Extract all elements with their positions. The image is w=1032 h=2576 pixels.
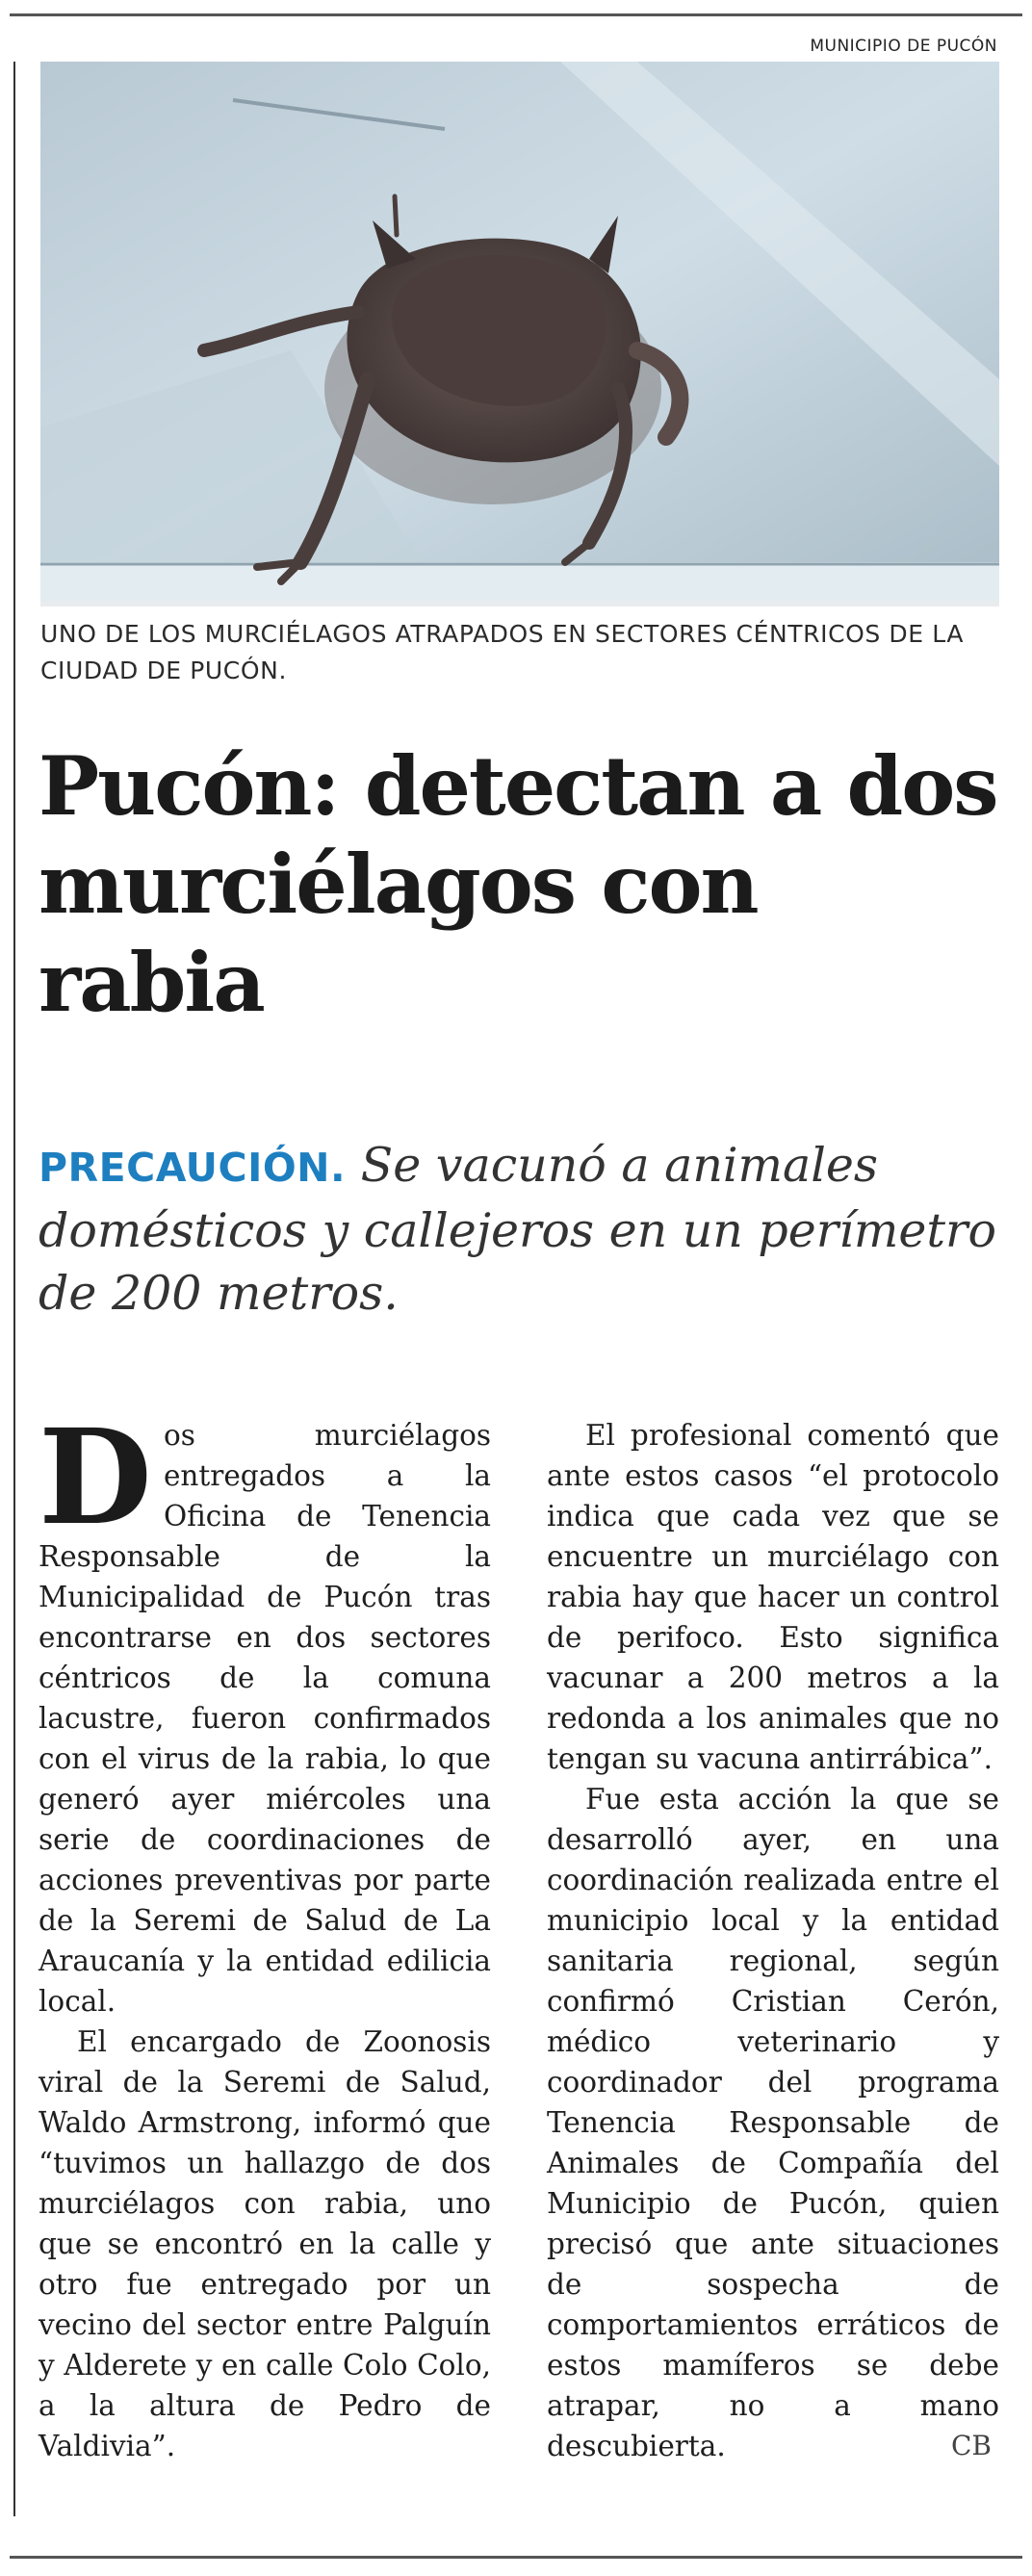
top-rule: [10, 13, 1022, 16]
body-paragraph-2: El encargado de Zoonosis viral de la Seremi de Salud, Waldo Armstrong, informó que “tuvimos un hallazgo de dos murciélagos con rabia, uno que se encontró en la calle y otro fue entregado por un vecino del sector entre Palguín y Alderete y en calle Colo Colo, a la altura de Pedro de Valdivia”.: [39, 2025, 491, 2462]
photo-credit: MUNICIPIO DE PUCÓN: [810, 37, 997, 56]
end-mark: CB: [951, 2430, 992, 2461]
headline: Pucón: detectan a dos murciélagos con rabia: [39, 738, 997, 1030]
deck-text: Se vacunó a animales domésticos y callejeros en un perímetro de 200 metros.: [39, 1138, 996, 1321]
body-column-left: [39, 1401, 491, 2466]
deck: [39, 1134, 1001, 1325]
body-paragraph-1: [39, 1401, 491, 2022]
body-paragraph-4: [547, 1779, 999, 2466]
body-paragraph-1-text: os murciélagos entregados a la Oficina de Tenencia Responsable de la Municipalidad de Pucón tras encontrarse en dos sectores céntricos de la comuna lacustre, fueron confirmados con el virus de la rabia, lo que generó ayer miércoles una serie de coordinaciones de acciones preventivas por parte de la Seremi de Salud de La Araucanía y la entidad edilicia local.: [39, 1419, 491, 2018]
body-column-right: [547, 1415, 999, 2466]
column-rule: [13, 62, 15, 2516]
bottom-rule: [10, 2556, 1022, 2559]
photo-caption: UNO DE LOS MURCIÉLAGOS ATRAPADOS EN SECTORES CÉNTRICOS DE LA CIUDAD DE PUCÓN.: [40, 620, 965, 684]
drop-cap: D: [39, 1401, 152, 1555]
deck-kicker: PRECAUCIÓN.: [39, 1145, 347, 1191]
body-paragraph-3: El profesional comentó que ante estos casos “el protocolo indica que cada vez que se encuentre un murciélago con rabia hay que hacer un control de perifoco. Esto significa vacunar a 200 metros a la redonda a los animales que no tengan su vacuna antirrábica”.: [547, 1419, 999, 1775]
bat-photo-illustration: [40, 62, 999, 601]
bat-photo: [40, 62, 999, 606]
body-paragraph-4-text: Fue esta acción la que se desarrolló ayer, en una coordinación realizada entre el municipio local y la entidad sanitaria regional, según confirmó Cristian Cerón, médico veterinario y coordinador del programa Tenencia Responsable de Animales de Compañía del Municipio de Pucón, quien precisó que ante situaciones de sospecha de comportamientos erráticos de estos mamíferos se debe atrapar, no a mano descubierta.: [547, 1783, 999, 2462]
